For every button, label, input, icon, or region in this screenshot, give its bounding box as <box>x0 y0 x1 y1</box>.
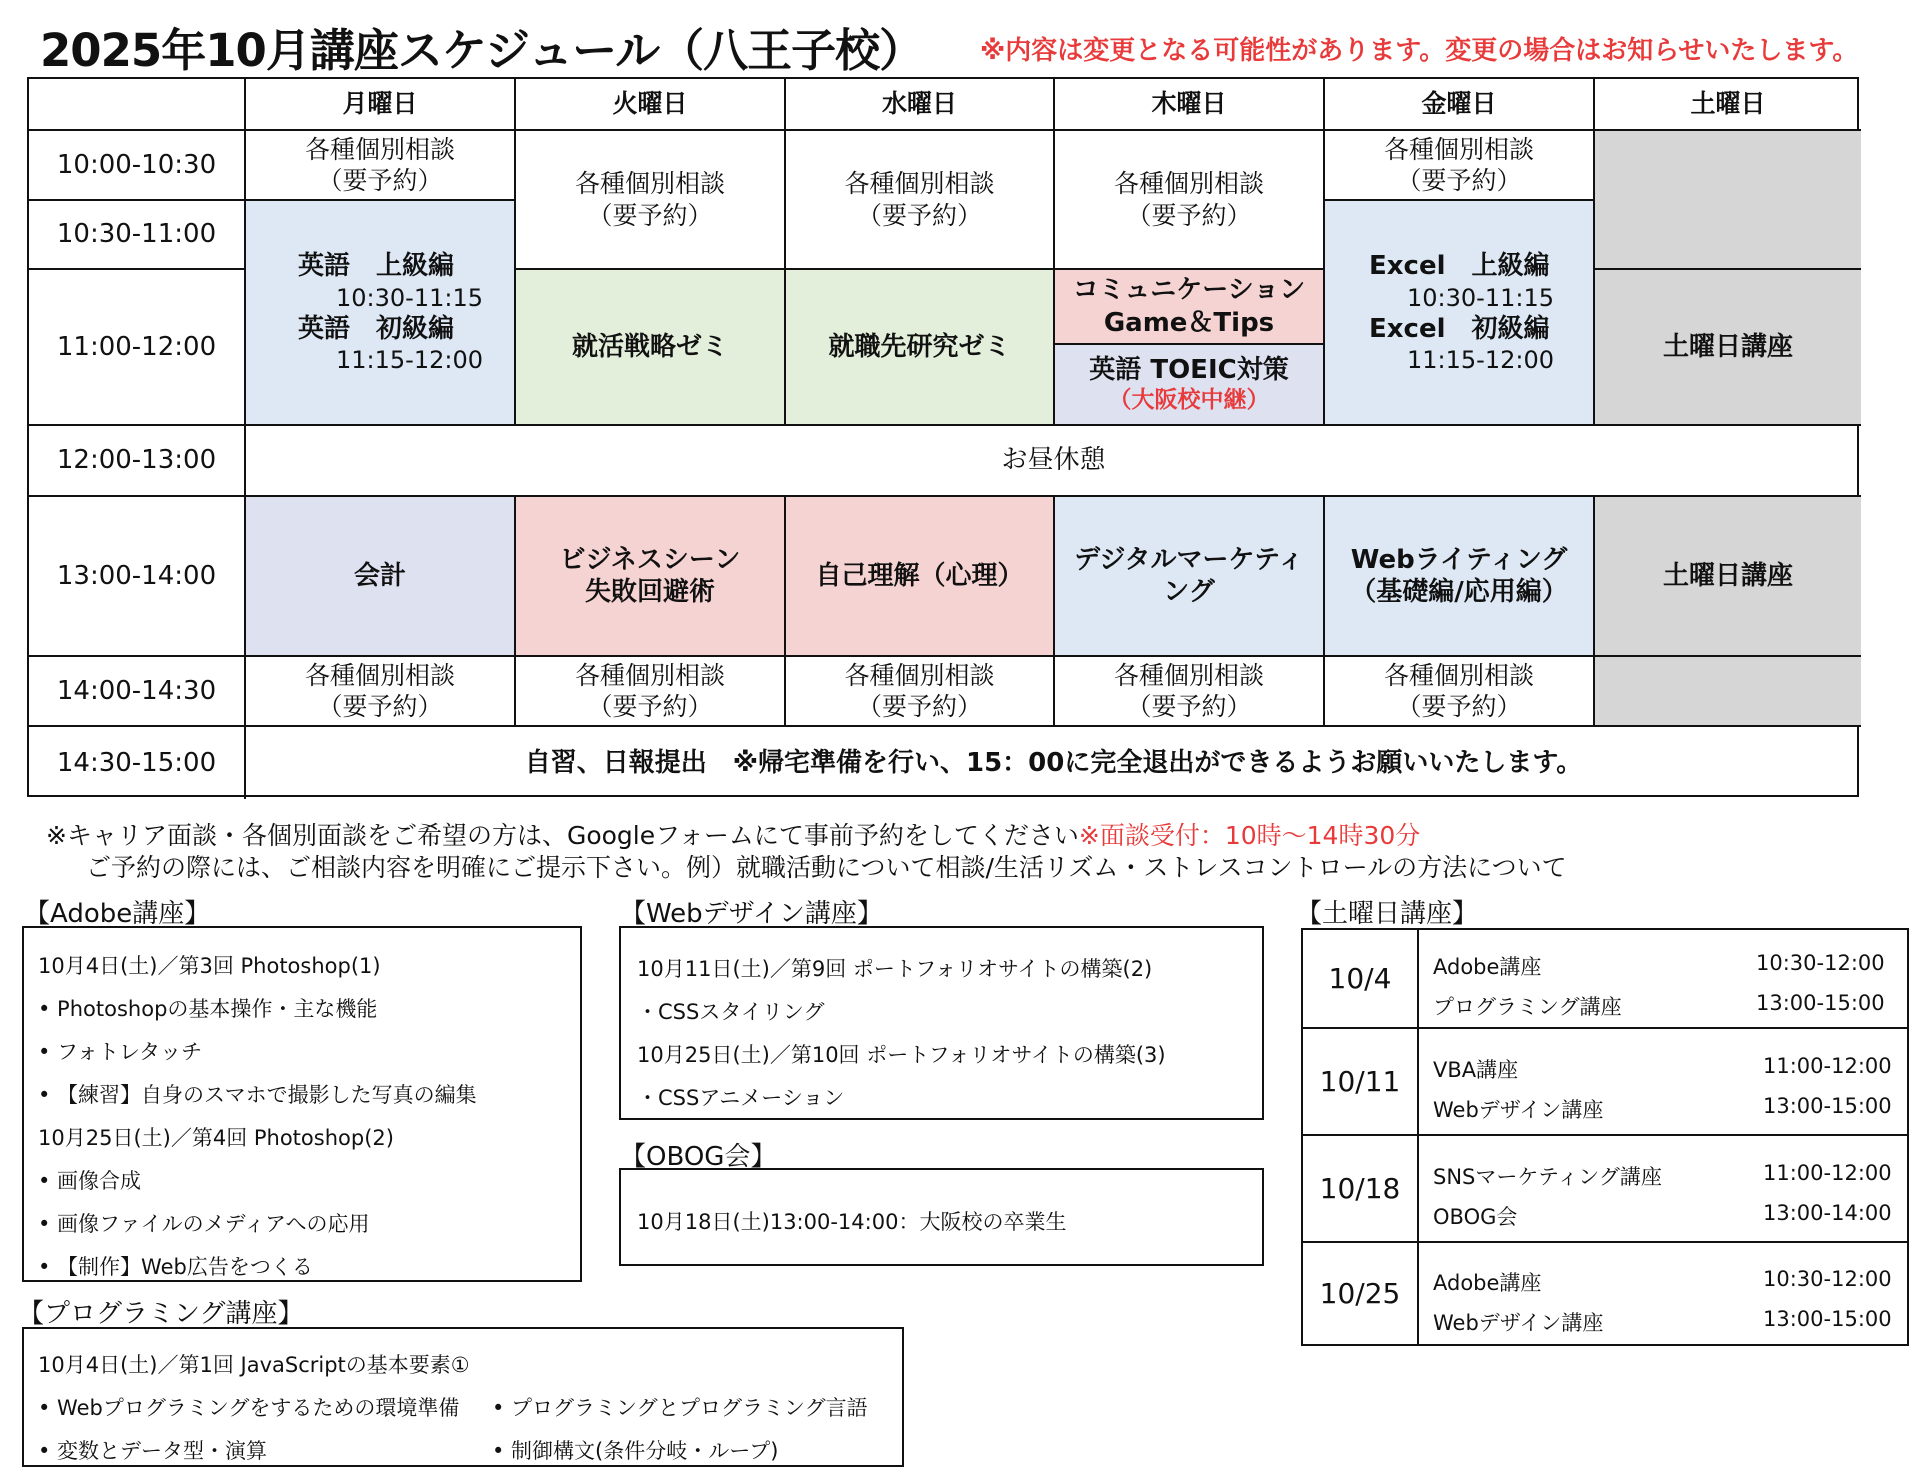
time-slot: 10:30-11:00 <box>29 201 246 270</box>
day-header-wed: 水曜日 <box>786 79 1055 131</box>
saturday-time: 11:00-12:00 <box>1763 1161 1892 1185</box>
programming-line: • Webプログラミングをするための環境準備 <box>38 1396 460 1420</box>
saturday-time: 10:30-12:00 <box>1763 1267 1892 1291</box>
day-header-mon: 月曜日 <box>246 79 516 131</box>
class-self-understanding: 自己理解（心理） <box>786 497 1055 657</box>
reservation-note: ※キャリア面談・各個別面談をご希望の方は、Googleフォームにて事前予約をしてください※面談受付：10時～14時30分 <box>46 821 1421 850</box>
adobe-line: 10月25日(土)／第4回 Photoshop(2) <box>38 1126 394 1150</box>
saturday-course: Adobe講座 <box>1433 955 1542 979</box>
saturday-row <box>1303 1029 1907 1136</box>
day-header-thu: 木曜日 <box>1055 79 1325 131</box>
adobe-line: • Photoshopの基本操作・主な機能 <box>38 997 378 1021</box>
saturday-course: OBOG会 <box>1433 1205 1518 1229</box>
adobe-box <box>22 926 582 1282</box>
saturday-time: 10:30-12:00 <box>1756 951 1885 975</box>
saturday-row <box>1303 930 1907 1029</box>
web-section-title: 【Webデザイン講座】 <box>620 899 883 929</box>
obog-section-title: 【OBOG会】 <box>620 1142 777 1172</box>
saturday-time: 13:00-15:00 <box>1756 991 1885 1015</box>
saturday-time: 13:00-15:00 <box>1763 1094 1892 1118</box>
programming-line: • 変数とデータ型・演算 <box>38 1439 268 1463</box>
day-header-fri: 金曜日 <box>1325 79 1595 131</box>
time-slot: 12:00-13:00 <box>29 426 246 497</box>
self-study-row: 自習、日報提出 ※帰宅準備を行い、15：00に完全退出ができるようお願いいたします。 <box>524 747 1583 778</box>
class-excel-fri: Excel 上級編 10:30-11:15 Excel 初級編 11:15-12:00 <box>1325 201 1595 426</box>
adobe-line: • 【練習】自身のスマホで撮影した写真の編集 <box>38 1083 477 1107</box>
saturday-table <box>1301 928 1909 1346</box>
class-business-scene: ビジネスシーン 失敗回避術 <box>516 497 786 657</box>
class-accounting: 会計 <box>246 497 516 657</box>
web-box <box>619 926 1264 1120</box>
consult-cell-tue: 各種個別相談 （要予約） <box>516 131 786 270</box>
saturday-course: Webデザイン講座 <box>1433 1311 1604 1335</box>
time-slot: 13:00-14:00 <box>29 497 246 657</box>
consult-cell: 各種個別相談 （要予約） <box>786 657 1055 727</box>
day-header-sat: 土曜日 <box>1595 79 1861 131</box>
consult-cell: 各種個別相談 （要予約） <box>1325 657 1595 727</box>
web-line: ・CSSアニメーション <box>637 1086 845 1110</box>
time-slot: 10:00-10:30 <box>29 131 246 201</box>
class-company-research: 就職先研究ゼミ <box>786 270 1055 426</box>
change-notice: ※内容は変更となる可能性があります。変更の場合はお知らせいたします。 <box>980 36 1859 66</box>
saturday-time: 13:00-14:00 <box>1763 1201 1892 1225</box>
time-slot: 14:00-14:30 <box>29 657 246 727</box>
saturday-class-pm: 土曜日講座 <box>1595 497 1861 657</box>
class-toeic: 英語 TOEIC対策 （大阪校中継） <box>1055 345 1325 426</box>
programming-line: 10月4日(土)／第1回 JavaScriptの基本要素① <box>38 1353 470 1377</box>
saturday-course: SNSマーケティング講座 <box>1433 1165 1662 1189</box>
saturday-course: プログラミング講座 <box>1433 995 1622 1019</box>
saturday-course: VBA講座 <box>1433 1058 1519 1082</box>
schedule-table <box>27 77 1859 797</box>
obog-box <box>619 1168 1264 1266</box>
programming-line: • プログラミングとプログラミング言語 <box>492 1396 868 1420</box>
consult-cell: 各種個別相談 （要予約） <box>246 657 516 727</box>
saturday-time: 11:00-12:00 <box>1763 1054 1892 1078</box>
programming-box <box>22 1327 904 1467</box>
time-slot: 11:00-12:00 <box>29 270 246 426</box>
obog-line: 10月18日(土)13:00-14:00：大阪校の卒業生 <box>637 1210 1067 1234</box>
programming-section-title: 【プログラミング講座】 <box>18 1299 304 1329</box>
saturday-empty <box>1595 131 1861 270</box>
adobe-line: 10月4日(土)／第3回 Photoshop(1) <box>38 954 381 978</box>
programming-line: • 制御構文(条件分岐・ループ) <box>492 1439 779 1463</box>
adobe-line: • 【制作】Web広告をつくる <box>38 1255 313 1279</box>
adobe-line: • 画像ファイルのメディアへの応用 <box>38 1212 370 1236</box>
class-digital-marketing: デジタルマーケティ ング <box>1055 497 1325 657</box>
consult-cell: 各種個別相談 （要予約） <box>516 657 786 727</box>
saturday-date: 10/18 <box>1303 1136 1419 1241</box>
web-line: ・CSSスタイリング <box>637 1000 825 1024</box>
class-job-strategy: 就活戦略ゼミ <box>516 270 786 426</box>
saturday-class-am: 土曜日講座 <box>1595 270 1861 426</box>
saturday-course: Webデザイン講座 <box>1433 1098 1604 1122</box>
saturday-row <box>1303 1136 1907 1243</box>
adobe-section-title: 【Adobe講座】 <box>24 899 211 929</box>
saturday-time: 13:00-15:00 <box>1763 1307 1892 1331</box>
web-line: 10月25日(土)／第10回 ポートフォリオサイトの構築(3) <box>637 1043 1166 1067</box>
header-corner <box>29 79 246 131</box>
saturday-date: 10/4 <box>1303 930 1419 1027</box>
lunch-break: お昼休憩 <box>246 426 1861 497</box>
consult-cell-fri: 各種個別相談 （要予約） <box>1325 131 1595 201</box>
consult-cell-mon: 各種個別相談 （要予約） <box>246 131 516 201</box>
consult-cell: 各種個別相談 （要予約） <box>1055 657 1325 727</box>
adobe-line: • フォトレタッチ <box>38 1040 203 1064</box>
saturday-section-title: 【土曜日講座】 <box>1296 899 1479 929</box>
saturday-course: Adobe講座 <box>1433 1271 1542 1295</box>
adobe-line: • 画像合成 <box>38 1169 142 1193</box>
saturday-empty <box>1595 657 1861 727</box>
page-title: 2025年10月講座スケジュール（八王子校） <box>40 24 924 77</box>
reservation-note-detail: ご予約の際には、ご相談内容を明確にご提示下さい。例）就職活動について相談/生活リズム・ストレスコントロールの方法について <box>86 853 1567 882</box>
saturday-date: 10/11 <box>1303 1029 1419 1134</box>
time-slot: 14:30-15:00 <box>29 727 246 799</box>
class-web-writing: Webライティング （基礎編/応用編） <box>1325 497 1595 657</box>
saturday-row <box>1303 1243 1907 1344</box>
class-english-mon: 英語 上級編 10:30-11:15 英語 初級編 11:15-12:00 <box>246 201 516 426</box>
consult-cell-thu: 各種個別相談 （要予約） <box>1055 131 1325 270</box>
day-header-tue: 火曜日 <box>516 79 786 131</box>
class-communication: コミュニケーション Game＆Tips <box>1055 270 1325 345</box>
web-line: 10月11日(土)／第9回 ポートフォリオサイトの構築(2) <box>637 957 1153 981</box>
consult-cell-wed: 各種個別相談 （要予約） <box>786 131 1055 270</box>
saturday-date: 10/25 <box>1303 1243 1419 1344</box>
